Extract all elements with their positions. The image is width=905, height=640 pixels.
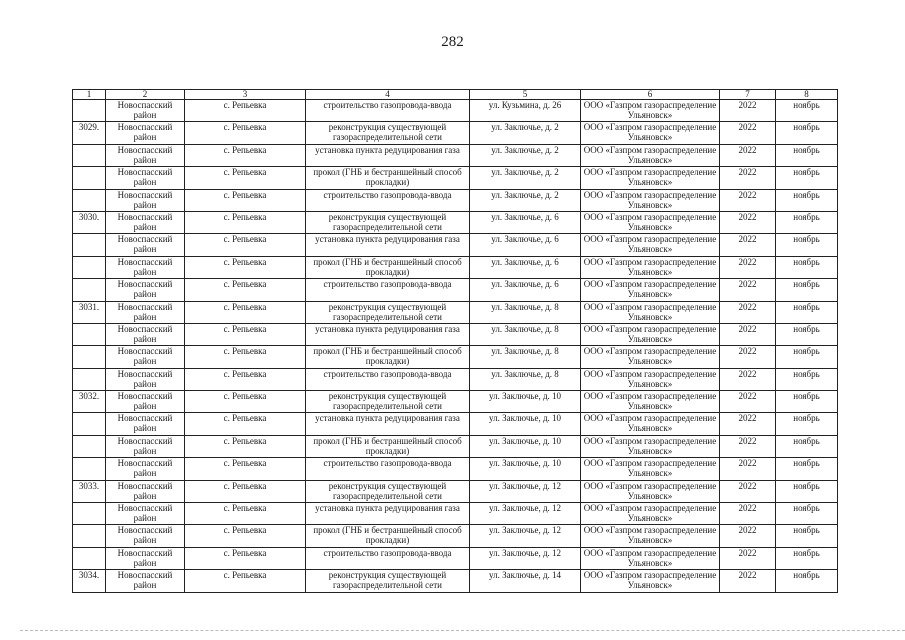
organization-cell: ООО «Газпром газораспределение Ульяновск» — [581, 503, 720, 525]
year-cell: 2022 — [720, 144, 776, 166]
village-cell: с. Репьевка — [185, 211, 306, 233]
village-cell: с. Репьевка — [185, 167, 306, 189]
address-cell: ул. Заключье, д. 6 — [470, 234, 581, 256]
address-cell: ул. Заключье, д. 2 — [470, 189, 581, 211]
village-cell: с. Репьевка — [185, 391, 306, 413]
village-cell: с. Репьевка — [185, 122, 306, 144]
organization-cell: ООО «Газпром газораспределение Ульяновск» — [581, 458, 720, 480]
address-cell: ул. Заключье, д. 6 — [470, 211, 581, 233]
row-number-cell — [73, 458, 106, 480]
work-type-cell: строительство газопровода-ввода — [306, 368, 470, 390]
district-cell: Новоспасский район — [106, 525, 185, 547]
column-header: 8 — [776, 90, 838, 100]
row-number-cell — [73, 435, 106, 457]
organization-cell: ООО «Газпром газораспределение Ульяновск» — [581, 167, 720, 189]
district-cell: Новоспасский район — [106, 503, 185, 525]
scan-edge-line — [20, 630, 905, 631]
address-cell: ул. Заключье, д. 8 — [470, 368, 581, 390]
month-cell: ноябрь — [776, 435, 838, 457]
village-cell: с. Репьевка — [185, 279, 306, 301]
column-header: 5 — [470, 90, 581, 100]
column-header: 7 — [720, 90, 776, 100]
table-row — [73, 211, 838, 233]
month-cell: ноябрь — [776, 570, 838, 592]
row-number-cell — [73, 525, 106, 547]
village-cell: с. Репьевка — [185, 547, 306, 569]
work-type-cell: строительство газопровода-ввода — [306, 189, 470, 211]
month-cell: ноябрь — [776, 301, 838, 323]
month-cell: ноябрь — [776, 413, 838, 435]
organization-cell: ООО «Газпром газораспределение Ульяновск» — [581, 435, 720, 457]
month-cell: ноябрь — [776, 144, 838, 166]
organization-cell: ООО «Газпром газораспределение Ульяновск» — [581, 391, 720, 413]
village-cell: с. Репьевка — [185, 413, 306, 435]
table-row — [73, 301, 838, 323]
row-number-cell — [73, 413, 106, 435]
table-row — [73, 391, 838, 413]
table-row — [73, 323, 838, 345]
address-cell: ул. Кузьмина, д. 26 — [470, 100, 581, 122]
village-cell: с. Репьевка — [185, 570, 306, 592]
row-number-cell — [73, 323, 106, 345]
address-cell: ул. Заключье, д. 8 — [470, 323, 581, 345]
table-row — [73, 525, 838, 547]
address-cell: ул. Заключье, д. 2 — [470, 144, 581, 166]
table-body — [73, 100, 838, 593]
row-number-cell — [73, 234, 106, 256]
month-cell: ноябрь — [776, 100, 838, 122]
work-type-cell: реконструкция существующей газораспределительной сети — [306, 122, 470, 144]
table-row — [73, 279, 838, 301]
work-type-cell: прокол (ГНБ и бестраншейный способ прокладки) — [306, 435, 470, 457]
work-type-cell: строительство газопровода-ввода — [306, 279, 470, 301]
month-cell: ноябрь — [776, 122, 838, 144]
table-row — [73, 570, 838, 592]
organization-cell: ООО «Газпром газораспределение Ульяновск» — [581, 122, 720, 144]
work-type-cell: прокол (ГНБ и бестраншейный способ прокладки) — [306, 346, 470, 368]
district-cell: Новоспасский район — [106, 323, 185, 345]
row-number-cell: 3032. — [73, 391, 106, 413]
row-number-cell — [73, 346, 106, 368]
organization-cell: ООО «Газпром газораспределение Ульяновск» — [581, 234, 720, 256]
village-cell: с. Репьевка — [185, 323, 306, 345]
year-cell: 2022 — [720, 323, 776, 345]
organization-cell: ООО «Газпром газораспределение Ульяновск» — [581, 256, 720, 278]
district-cell: Новоспасский район — [106, 570, 185, 592]
address-cell: ул. Заключье, д. 2 — [470, 122, 581, 144]
month-cell: ноябрь — [776, 211, 838, 233]
district-cell: Новоспасский район — [106, 234, 185, 256]
table-row — [73, 547, 838, 569]
district-cell: Новоспасский район — [106, 413, 185, 435]
year-cell: 2022 — [720, 301, 776, 323]
work-type-cell: реконструкция существующей газораспределительной сети — [306, 391, 470, 413]
district-cell: Новоспасский район — [106, 480, 185, 502]
village-cell: с. Репьевка — [185, 503, 306, 525]
row-number-cell — [73, 189, 106, 211]
organization-cell: ООО «Газпром газораспределение Ульяновск» — [581, 525, 720, 547]
month-cell: ноябрь — [776, 189, 838, 211]
district-cell: Новоспасский район — [106, 256, 185, 278]
table-row — [73, 256, 838, 278]
organization-cell: ООО «Газпром газораспределение Ульяновск» — [581, 323, 720, 345]
table-row — [73, 413, 838, 435]
table-header-row — [73, 90, 838, 100]
work-type-cell: реконструкция существующей газораспределительной сети — [306, 301, 470, 323]
address-cell: ул. Заключье, д. 12 — [470, 547, 581, 569]
village-cell: с. Репьевка — [185, 301, 306, 323]
address-cell: ул. Заключье, д. 10 — [470, 391, 581, 413]
address-cell: ул. Заключье, д. 8 — [470, 346, 581, 368]
month-cell: ноябрь — [776, 167, 838, 189]
month-cell: ноябрь — [776, 480, 838, 502]
row-number-cell: 3034. — [73, 570, 106, 592]
month-cell: ноябрь — [776, 547, 838, 569]
work-type-cell: строительство газопровода-ввода — [306, 100, 470, 122]
district-cell: Новоспасский район — [106, 301, 185, 323]
row-number-cell — [73, 279, 106, 301]
organization-cell: ООО «Газпром газораспределение Ульяновск» — [581, 189, 720, 211]
year-cell: 2022 — [720, 391, 776, 413]
table-row — [73, 346, 838, 368]
page-number: 282 — [441, 34, 464, 50]
district-cell: Новоспасский район — [106, 167, 185, 189]
address-cell: ул. Заключье, д. 10 — [470, 413, 581, 435]
year-cell: 2022 — [720, 346, 776, 368]
year-cell: 2022 — [720, 279, 776, 301]
work-type-cell: установка пункта редуцирования газа — [306, 234, 470, 256]
month-cell: ноябрь — [776, 368, 838, 390]
address-cell: ул. Заключье, д. 12 — [470, 503, 581, 525]
row-number-cell: 3031. — [73, 301, 106, 323]
district-cell: Новоспасский район — [106, 211, 185, 233]
month-cell: ноябрь — [776, 346, 838, 368]
row-number-cell: 3029. — [73, 122, 106, 144]
year-cell: 2022 — [720, 211, 776, 233]
month-cell: ноябрь — [776, 525, 838, 547]
column-header: 2 — [106, 90, 185, 100]
year-cell: 2022 — [720, 234, 776, 256]
work-type-cell: прокол (ГНБ и бестраншейный способ прокладки) — [306, 167, 470, 189]
village-cell: с. Репьевка — [185, 189, 306, 211]
year-cell: 2022 — [720, 368, 776, 390]
village-cell: с. Репьевка — [185, 100, 306, 122]
row-number-cell — [73, 144, 106, 166]
column-header: 1 — [73, 90, 106, 100]
work-type-cell: прокол (ГНБ и бестраншейный способ прокладки) — [306, 256, 470, 278]
organization-cell: ООО «Газпром газораспределение Ульяновск» — [581, 346, 720, 368]
village-cell: с. Репьевка — [185, 144, 306, 166]
district-cell: Новоспасский район — [106, 391, 185, 413]
year-cell: 2022 — [720, 480, 776, 502]
row-number-cell: 3033. — [73, 480, 106, 502]
address-cell: ул. Заключье, д. 2 — [470, 167, 581, 189]
organization-cell: ООО «Газпром газораспределение Ульяновск» — [581, 144, 720, 166]
village-cell: с. Репьевка — [185, 256, 306, 278]
year-cell: 2022 — [720, 256, 776, 278]
address-cell: ул. Заключье, д. 8 — [470, 301, 581, 323]
district-cell: Новоспасский район — [106, 346, 185, 368]
organization-cell: ООО «Газпром газораспределение Ульяновск» — [581, 301, 720, 323]
year-cell: 2022 — [720, 413, 776, 435]
address-cell: ул. Заключье, д. 6 — [470, 256, 581, 278]
row-number-cell: 3030. — [73, 211, 106, 233]
month-cell: ноябрь — [776, 458, 838, 480]
month-cell: ноябрь — [776, 323, 838, 345]
district-cell: Новоспасский район — [106, 100, 185, 122]
village-cell: с. Репьевка — [185, 234, 306, 256]
row-number-cell — [73, 100, 106, 122]
organization-cell: ООО «Газпром газораспределение Ульяновск» — [581, 413, 720, 435]
row-number-cell — [73, 547, 106, 569]
year-cell: 2022 — [720, 525, 776, 547]
work-type-cell: реконструкция существующей газораспределительной сети — [306, 570, 470, 592]
village-cell: с. Репьевка — [185, 525, 306, 547]
work-type-cell: прокол (ГНБ и бестраншейный способ прокладки) — [306, 525, 470, 547]
address-cell: ул. Заключье, д. 14 — [470, 570, 581, 592]
work-type-cell: реконструкция существующей газораспределительной сети — [306, 211, 470, 233]
year-cell: 2022 — [720, 570, 776, 592]
table-row — [73, 503, 838, 525]
organization-cell: ООО «Газпром газораспределение Ульяновск» — [581, 279, 720, 301]
month-cell: ноябрь — [776, 256, 838, 278]
year-cell: 2022 — [720, 122, 776, 144]
village-cell: с. Репьевка — [185, 346, 306, 368]
organization-cell: ООО «Газпром газораспределение Ульяновск» — [581, 368, 720, 390]
district-cell: Новоспасский район — [106, 458, 185, 480]
row-number-cell — [73, 167, 106, 189]
organization-cell: ООО «Газпром газораспределение Ульяновск» — [581, 100, 720, 122]
month-cell: ноябрь — [776, 279, 838, 301]
work-type-cell: установка пункта редуцирования газа — [306, 503, 470, 525]
table-row — [73, 144, 838, 166]
table-row — [73, 368, 838, 390]
address-cell: ул. Заключье, д. 6 — [470, 279, 581, 301]
table-row — [73, 234, 838, 256]
table-row — [73, 122, 838, 144]
organization-cell: ООО «Газпром газораспределение Ульяновск» — [581, 211, 720, 233]
year-cell: 2022 — [720, 189, 776, 211]
year-cell: 2022 — [720, 435, 776, 457]
table-row — [73, 167, 838, 189]
work-type-cell: установка пункта редуцирования газа — [306, 413, 470, 435]
district-cell: Новоспасский район — [106, 547, 185, 569]
column-header: 3 — [185, 90, 306, 100]
table-row — [73, 435, 838, 457]
work-type-cell: установка пункта редуцирования газа — [306, 323, 470, 345]
work-type-cell: строительство газопровода-ввода — [306, 458, 470, 480]
year-cell: 2022 — [720, 503, 776, 525]
row-number-cell — [73, 256, 106, 278]
organization-cell: ООО «Газпром газораспределение Ульяновск» — [581, 480, 720, 502]
address-cell: ул. Заключье, д. 10 — [470, 435, 581, 457]
village-cell: с. Репьевка — [185, 435, 306, 457]
works-table — [72, 89, 838, 593]
table-row — [73, 480, 838, 502]
district-cell: Новоспасский район — [106, 368, 185, 390]
month-cell: ноябрь — [776, 234, 838, 256]
address-cell: ул. Заключье, д. 12 — [470, 480, 581, 502]
work-type-cell: строительство газопровода-ввода — [306, 547, 470, 569]
year-cell: 2022 — [720, 167, 776, 189]
organization-cell: ООО «Газпром газораспределение Ульяновск» — [581, 570, 720, 592]
month-cell: ноябрь — [776, 503, 838, 525]
district-cell: Новоспасский район — [106, 144, 185, 166]
district-cell: Новоспасский район — [106, 189, 185, 211]
table-row — [73, 458, 838, 480]
month-cell: ноябрь — [776, 391, 838, 413]
village-cell: с. Репьевка — [185, 458, 306, 480]
year-cell: 2022 — [720, 458, 776, 480]
year-cell: 2022 — [720, 547, 776, 569]
column-header: 6 — [581, 90, 720, 100]
address-cell: ул. Заключье, д. 12 — [470, 525, 581, 547]
work-type-cell: реконструкция существующей газораспределительной сети — [306, 480, 470, 502]
village-cell: с. Репьевка — [185, 368, 306, 390]
column-header: 4 — [306, 90, 470, 100]
table-row — [73, 100, 838, 122]
district-cell: Новоспасский район — [106, 279, 185, 301]
row-number-cell — [73, 368, 106, 390]
district-cell: Новоспасский район — [106, 122, 185, 144]
work-type-cell: установка пункта редуцирования газа — [306, 144, 470, 166]
village-cell: с. Репьевка — [185, 480, 306, 502]
organization-cell: ООО «Газпром газораспределение Ульяновск» — [581, 547, 720, 569]
year-cell: 2022 — [720, 100, 776, 122]
row-number-cell — [73, 503, 106, 525]
address-cell: ул. Заключье, д. 10 — [470, 458, 581, 480]
table-row — [73, 189, 838, 211]
district-cell: Новоспасский район — [106, 435, 185, 457]
